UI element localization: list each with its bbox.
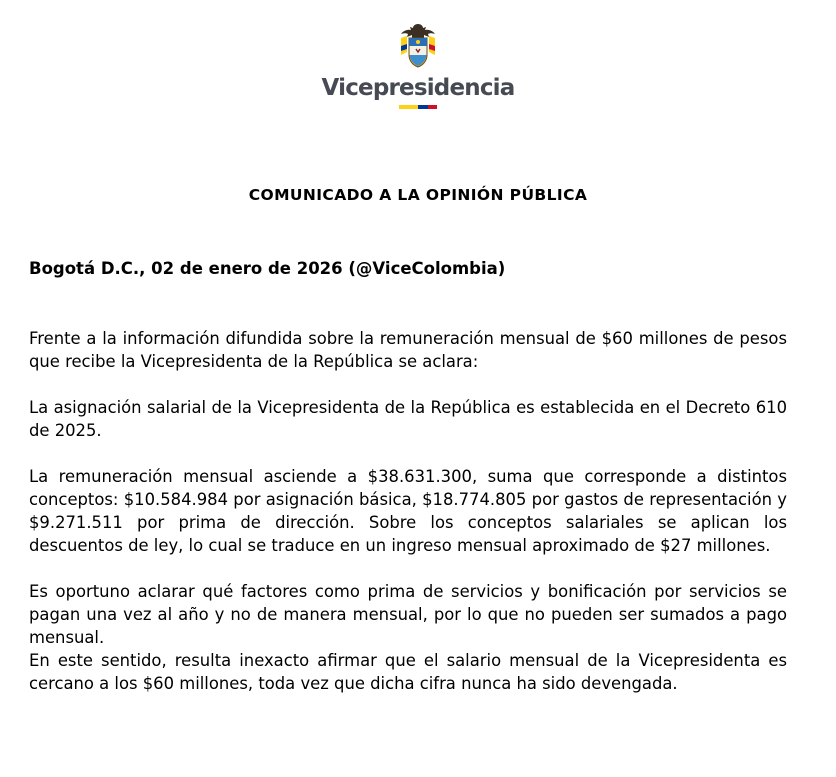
paragraph: La asignación salarial de la Vicepresidenta de la República es establecida en el Decreto 610 de 2025. <box>29 398 787 440</box>
flag-red-band <box>428 105 437 109</box>
document-body <box>29 327 787 718</box>
flag-yellow-band <box>399 105 418 109</box>
flag-blue-band <box>418 105 428 109</box>
paragraph: La remuneración mensual asciende a $38.631.300, suma que corresponde a distintos conceptos: $10.584.984 por asignación básica, $18.774.805 por gastos de representación y $9.271.511 por prima de dirección. Sobre los conceptos salariales se aplican los descuentos de ley, lo cual se traduce en un ingreso mensual aproximado de $27 millones. <box>29 467 787 555</box>
colombia-coat-of-arms-icon <box>398 22 438 70</box>
paragraph: Es oportuno aclarar qué factores como prima de servicios y bonificación por servicios se pagan una vez al año y no de manera mensual, por lo que no pueden ser sumados a pago mensual. <box>29 582 787 647</box>
brand-wordmark: Vicepresidencia <box>321 75 515 101</box>
letterhead <box>0 22 836 109</box>
paragraph: Frente a la información difundida sobre la remuneración mensual de $60 millones de pesos que recibe la Vicepresidenta de la República se aclara: <box>29 329 787 371</box>
flag-stripe <box>399 105 437 109</box>
dateline: Bogotá D.C., 02 de enero de 2026 (@ViceColombia) <box>29 259 506 278</box>
document-title: COMUNICADO A LA OPINIÓN PÚBLICA <box>248 186 588 204</box>
paragraph: En este sentido, resulta inexacto afirmar que el salario mensual de la Vicepresidenta es cercano a los $60 millones, toda vez que dicha cifra nunca ha sido devengada. <box>29 651 787 693</box>
